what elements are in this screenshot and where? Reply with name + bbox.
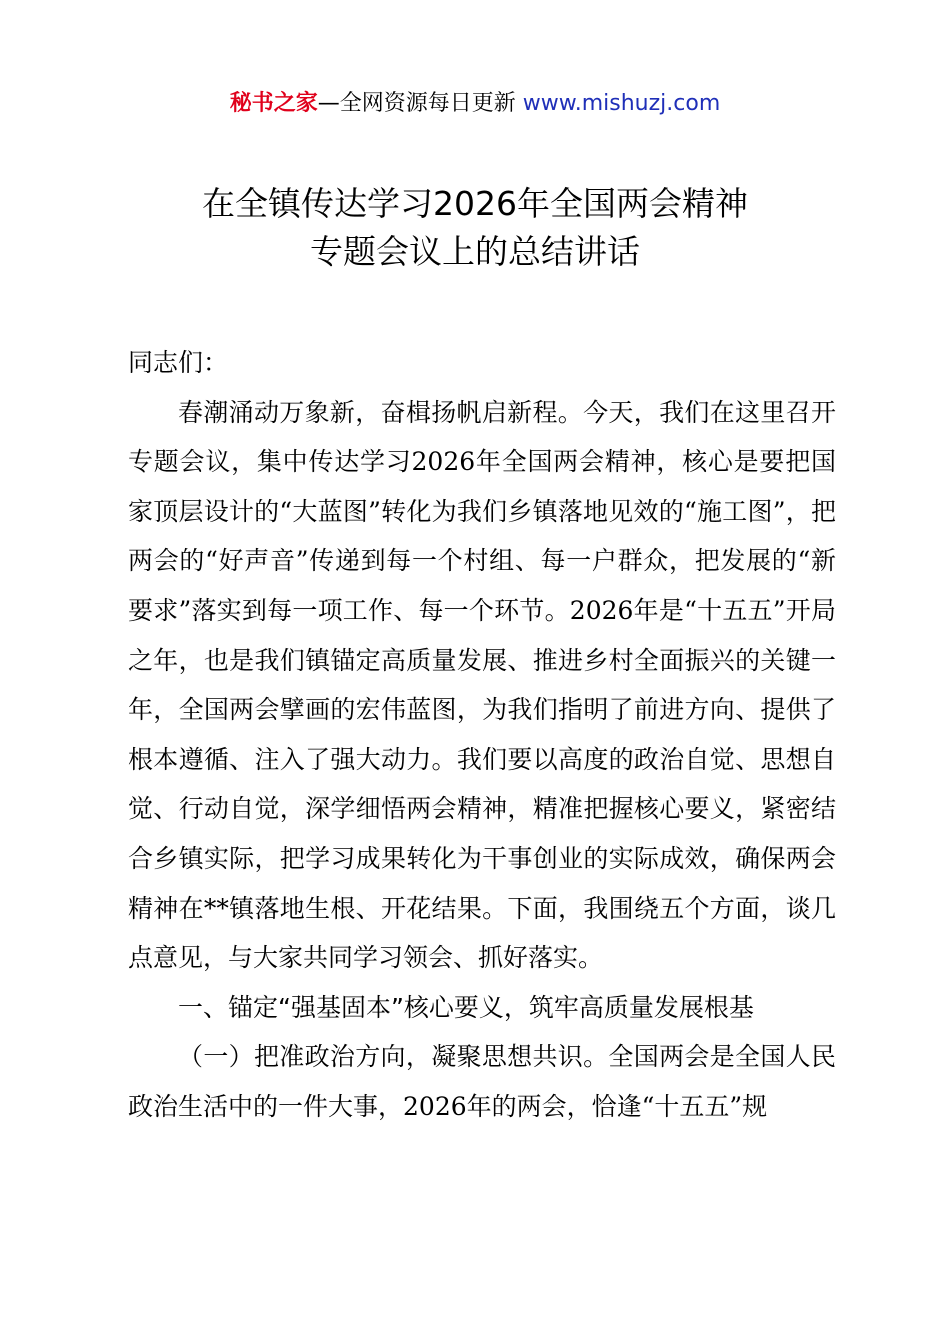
title-line-2: 专题会议上的总结讲话 (310, 232, 640, 271)
document-title (0, 180, 950, 276)
paragraph-section-1-1: （一）把准政治方向，凝聚思想共识。全国两会是全国人民政治生活中的一件大事，2026年的两会，恰逢“十五五”规 (128, 1042, 836, 1121)
section-heading-1: 一、锚定“强基固本”核心要义，筑牢高质量发展根基 (178, 992, 754, 1022)
document-body (128, 338, 836, 1132)
salutation: 同志们： (128, 348, 229, 377)
title-line-1: 在全镇传达学习2026年全国两会精神 (202, 184, 748, 223)
site-tagline: —全网资源每日更新 (317, 91, 523, 116)
paragraph-intro: 春潮涌动万象新，奋楫扬帆启新程。今天，我们在这里召开专题会议，集中传达学习2026年全国两会精神，核心是要把国家顶层设计的“大蓝图”转化为我们乡镇落地见效的“施工图”，把两会的“好声音”传递到每一个村组、每一户群众，把发展的“新要求”落实到每一项工作、每一个环节。2026年是“十五五”开局之年，也是我们镇锚定高质量发展、推进乡村全面振兴的关键一年，全国两会擘画的宏伟蓝图，为我们指明了前进方向、提供了根本遵循、注入了强大动力。我们要以高度的政治自觉、思想自觉、行动自觉，深学细悟两会精神，精准把握核心要义，紧密结合乡镇实际，把学习成果转化为干事创业的实际成效，确保两会精神在**镇落地生根、开花结果。下面，我围绕五个方面，谈几点意见，与大家共同学习领会、抓好落实。 (128, 397, 836, 973)
site-url-link[interactable]: www.mishuzj.com (522, 91, 721, 116)
site-brand: 秘书之家 (229, 91, 318, 116)
site-header (0, 88, 950, 120)
